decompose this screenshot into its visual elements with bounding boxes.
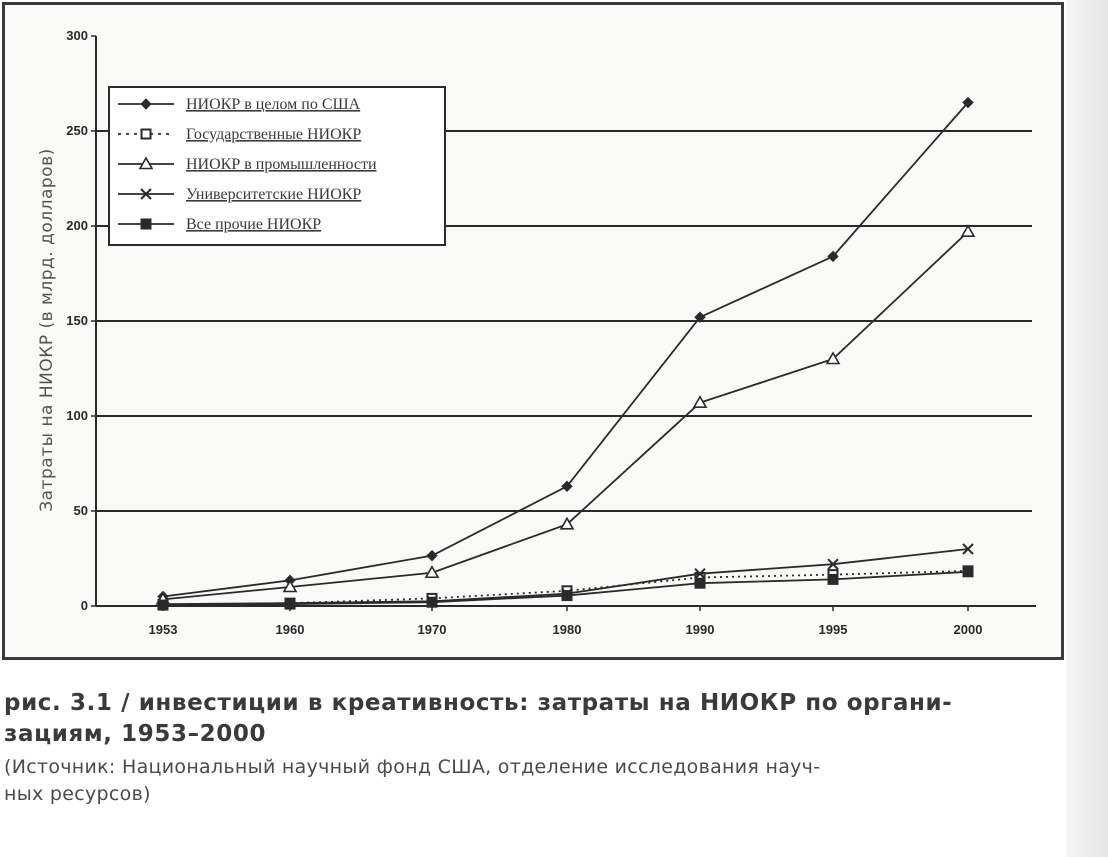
legend-item-5-marker [141,219,151,229]
y-tick-label-150: 150 [66,313,88,328]
x-tick-label-1990: 1990 [685,622,715,637]
caption-source-line-1: (Источник: Национальный научный фонд США, отделение исследования науч- [4,756,821,778]
y-tick-label-50: 50 [73,503,88,518]
legend-item-2-label: Государственные НИОКР [186,126,362,143]
caption-source [4,754,1064,808]
y-axis-title: Затраты на НИОКР (в млрд. долларов) [37,148,57,512]
y-tick-label-200: 200 [66,218,88,233]
x-tick-label-1995: 1995 [818,622,848,637]
series-5-point-1960 [285,599,295,609]
series-5-point-1953 [158,600,168,610]
legend-item-4-label: Университетские НИОКР [186,186,362,203]
y-tick-label-300: 300 [66,28,88,43]
legend-item-2-marker [142,130,151,139]
x-tick-label-1970: 1970 [417,622,447,637]
figure-caption [4,688,1064,808]
x-tick-label-2000: 2000 [953,622,983,637]
series-3 [157,226,974,604]
series-1-point-1970 [427,551,437,561]
y-tick-label-100: 100 [66,408,88,423]
legend-item-1-label: НИОКР в целом по США [186,96,361,113]
series-5-point-1980 [562,591,572,601]
page-edge-shade [1066,0,1108,857]
legend-item-3-label: НИОКР в промышленности [186,156,377,173]
y-tick-labels [66,28,96,613]
x-tick-label-1953: 1953 [148,622,178,637]
y-tick-label-0: 0 [80,598,88,613]
legend-item-5-label: Все прочие НИОКР [186,216,322,233]
series-5-point-1995 [828,574,838,584]
caption-title-line-2: зациям, 1953–2000 [4,721,267,747]
x-tick-label-1980: 1980 [552,622,582,637]
series-3-point-2000 [962,226,974,237]
caption-source-line-2: ных ресурсов) [4,783,151,805]
caption-title-line-1: рис. 3.1 / инвестиции в креативность: затраты на НИОКР по органи- [4,690,953,716]
y-tick-label-250: 250 [66,123,88,138]
series-5-point-1990 [695,578,705,588]
series-5-point-1970 [427,597,437,607]
x-tick-labels [149,606,983,637]
caption-title [4,688,1064,750]
series-5-point-2000 [963,567,973,577]
x-tick-label-1960: 1960 [275,622,305,637]
legend [109,87,445,245]
